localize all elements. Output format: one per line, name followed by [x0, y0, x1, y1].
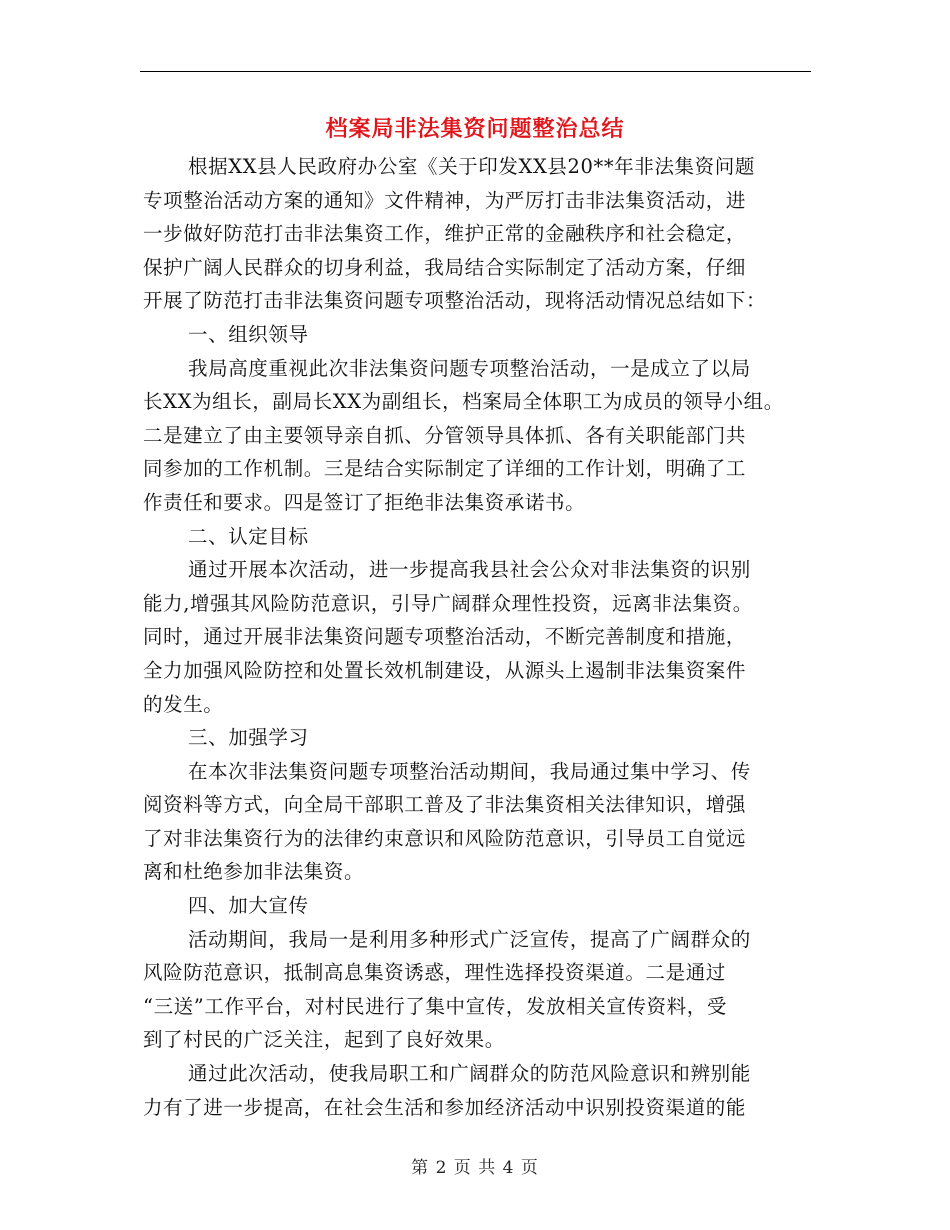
body-line: 离和杜绝参加非法集资。 — [143, 860, 365, 884]
body-line: 的发生。 — [143, 692, 224, 716]
body-line: 风险防范意识，抵制高息集资诱惑，理性选择投资渠道。二是通过 — [143, 961, 726, 985]
body-line: 力有了进一步提高，在社会生活和参加经济活动中识别投资渠道的能 — [143, 1095, 747, 1119]
body-line: 保护广阔人民群众的切身利益，我局结合实际制定了活动方案，仔细 — [143, 255, 747, 279]
body-line: 了对非法集资行为的法律约束意识和风险防范意识，引导员工自觉远 — [143, 826, 747, 850]
body-line: 全力加强风险防控和处置长效机制建设，从源头上遏制非法集资案件 — [143, 658, 747, 682]
body-line: 开展了防范打击非法集资问题专项整治活动，现将活动情况总结如下： — [143, 289, 767, 313]
body-line: 同时，通过开展非法集资问题专项整治活动，不断完善制度和措施， — [143, 625, 747, 649]
body-line: 作责任和要求。四是签订了拒绝非法集资承诺书。 — [143, 490, 586, 514]
body-line: “三送”工作平台，对村民进行了集中宣传，发放相关宣传资料，受 — [143, 994, 727, 1018]
body-line: 三、加强学习 — [188, 726, 309, 750]
body-line: 二、认定目标 — [188, 524, 309, 548]
body-line: 我局高度重视此次非法集资问题专项整治活动，一是成立了以局 — [188, 356, 751, 380]
page-number-footer: 第 2 页 共 4 页 — [411, 1158, 539, 1178]
body-line: 阅资料等方式，向全局干部职工普及了非法集资相关法律知识，增强 — [143, 793, 747, 817]
body-line: 同参加的工作机制。三是结合实际制定了详细的工作计划，明确了工 — [143, 457, 747, 481]
body-line: 四、加大宣传 — [188, 894, 309, 918]
body-line: 活动期间，我局一是利用多种形式广泛宣传，提高了广阔群众的 — [188, 927, 751, 951]
body-line: 专项整治活动方案的通知》文件精神，为严厉打击非法集资活动，进 — [143, 188, 747, 212]
body-line: 能力,增强其风险防范意识，引导广阔群众理性投资，远离非法集资。 — [143, 591, 753, 615]
body-line: 一、组织领导 — [188, 322, 309, 346]
body-line: 二是建立了由主要领导亲自抓、分管领导具体抓、各有关职能部门共 — [143, 423, 747, 447]
body-line: 通过开展本次活动，进一步提高我县社会公众对非法集资的识别 — [188, 558, 751, 582]
body-line: 根据XX县人民政府办公室《关于印发XX县20**年非法集资问题 — [188, 155, 755, 178]
body-line: 到了村民的广泛关注，起到了良好效果。 — [143, 1028, 505, 1052]
document-title: 档案局非法集资问题整治总结 — [325, 116, 625, 142]
body-line: 在本次非法集资问题专项整治活动期间，我局通过集中学习、传 — [188, 759, 751, 783]
document-body — [143, 150, 823, 1124]
header-rule — [140, 71, 811, 72]
body-line: 通过此次活动，使我局职工和广阔群众的防范风险意识和辨别能 — [188, 1062, 751, 1086]
body-line: 长XX为组长，副局长XX为副组长，档案局全体职工为成员的领导小组。 — [143, 390, 784, 414]
body-line: 一步做好防范打击非法集资工作，维护正常的金融秩序和社会稳定， — [143, 222, 747, 246]
